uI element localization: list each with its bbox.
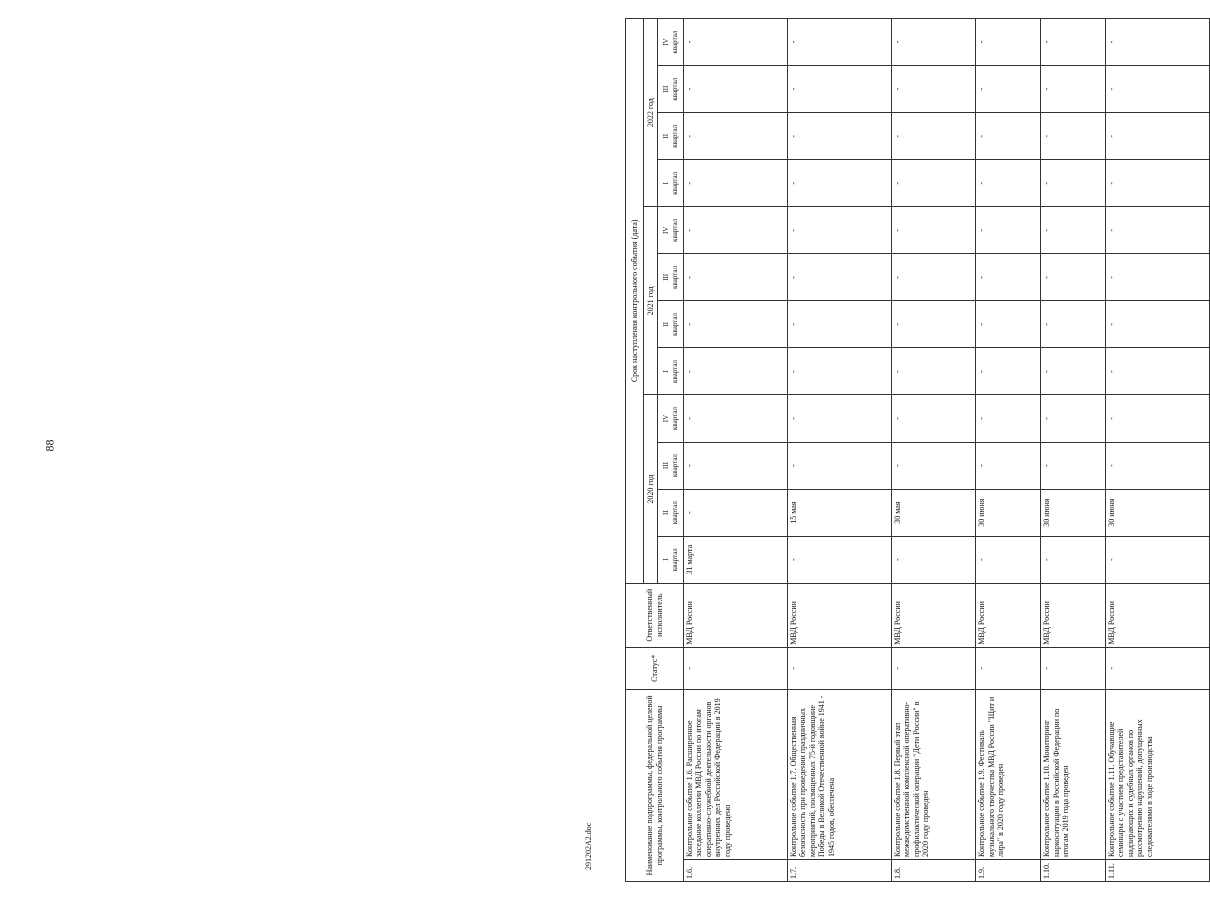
date-cell: - xyxy=(684,113,788,160)
date-cell: - xyxy=(976,395,1041,442)
header-executor: Ответственный исполнитель xyxy=(626,583,684,647)
quarter-word: квартал xyxy=(670,124,679,148)
status-cell: - xyxy=(976,647,1041,689)
date-cell: - xyxy=(976,207,1041,254)
quarter-numeral: II xyxy=(662,133,671,139)
date-cell: - xyxy=(1106,442,1210,489)
status-cell: - xyxy=(891,647,975,689)
table-row xyxy=(787,19,891,882)
date-cell: - xyxy=(1106,19,1210,66)
date-cell: - xyxy=(1106,395,1210,442)
date-cell: - xyxy=(1041,348,1106,395)
date-cell: - xyxy=(684,66,788,113)
quarter-word: квартал xyxy=(670,312,679,336)
event-name: Контрольное событие 1.9. Фестиваль музыкального творчества МВД России "Щит и лира" в 2020 году проведен xyxy=(976,689,1041,859)
date-cell: - xyxy=(787,113,891,160)
page-number: 88 xyxy=(42,439,57,452)
quarter-header xyxy=(658,207,684,254)
event-name: Контрольное событие 1.6. Расширенное заседание коллегии МВД России по итогам оперативно-служебной деятельности органов внутренних дел Российской Федерации в 2019 году проведено xyxy=(684,689,788,859)
date-cell: - xyxy=(1041,442,1106,489)
quarter-word: квартал xyxy=(670,265,679,289)
date-cell: - xyxy=(1106,207,1210,254)
status-cell: - xyxy=(787,647,891,689)
date-cell: - xyxy=(891,254,975,301)
quarter-numeral: III xyxy=(662,273,671,281)
table-row xyxy=(684,19,788,882)
date-cell: 31 марта xyxy=(684,536,788,583)
date-cell: - xyxy=(891,395,975,442)
date-cell: - xyxy=(1106,160,1210,207)
quarter-header xyxy=(658,348,684,395)
date-cell: - xyxy=(976,66,1041,113)
date-cell: - xyxy=(1106,254,1210,301)
date-cell: - xyxy=(976,254,1041,301)
date-cell: - xyxy=(1041,254,1106,301)
date-cell: - xyxy=(976,19,1041,66)
event-name: Контрольное событие 1.7. Общественная безопасность при проведении праздничных мероприятий, посвященных 75-й годовщине Победы в Великой Отечественной войне 1941 - 1945 годов, обеспечена xyxy=(787,689,891,859)
header-name: Наименование подпрограммы, федеральной целевой программы, контрольного события программы xyxy=(626,689,684,881)
date-cell: - xyxy=(1106,301,1210,348)
control-events-table xyxy=(625,18,1210,882)
status-cell: - xyxy=(1106,647,1210,689)
date-cell: - xyxy=(1041,160,1106,207)
row-number: 1.7. xyxy=(787,859,891,881)
table-row xyxy=(1106,19,1210,882)
date-cell: - xyxy=(684,442,788,489)
date-cell: - xyxy=(684,254,788,301)
date-cell: - xyxy=(684,348,788,395)
table-row xyxy=(891,19,975,882)
date-cell: - xyxy=(787,536,891,583)
date-cell: - xyxy=(1106,66,1210,113)
quarter-header xyxy=(658,536,684,583)
quarter-word: квартал xyxy=(670,501,679,525)
date-cell: - xyxy=(684,160,788,207)
date-cell: - xyxy=(787,442,891,489)
header-status: Статус* xyxy=(626,647,684,689)
date-cell: 30 мая xyxy=(891,489,975,536)
quarter-word: квартал xyxy=(670,454,679,478)
quarter-header xyxy=(658,113,684,160)
date-cell: 15 мая xyxy=(787,489,891,536)
quarter-word: квартал xyxy=(670,30,679,54)
date-cell: - xyxy=(891,207,975,254)
date-cell: - xyxy=(787,395,891,442)
date-cell: - xyxy=(1041,536,1106,583)
executor-cell: МВД России xyxy=(891,583,975,647)
status-cell: - xyxy=(684,647,788,689)
date-cell: - xyxy=(891,536,975,583)
date-cell: - xyxy=(1106,113,1210,160)
executor-cell: МВД России xyxy=(787,583,891,647)
table-row xyxy=(1041,19,1106,882)
date-cell: - xyxy=(976,442,1041,489)
quarter-word: квартал xyxy=(670,218,679,242)
date-cell: - xyxy=(787,207,891,254)
quarter-header xyxy=(658,489,684,536)
row-number: 1.11. xyxy=(1106,859,1210,881)
year-header: 2020 год xyxy=(644,395,658,583)
date-cell: - xyxy=(976,301,1041,348)
quarter-word: квартал xyxy=(670,407,679,430)
quarter-numeral: I xyxy=(662,182,671,185)
quarter-header xyxy=(658,19,684,66)
rotated-table-wrapper xyxy=(625,18,1210,882)
date-cell: - xyxy=(787,348,891,395)
date-cell: 30 июня xyxy=(1041,489,1106,536)
date-cell: - xyxy=(891,442,975,489)
date-cell: - xyxy=(891,301,975,348)
quarter-header xyxy=(658,395,684,442)
date-cell: - xyxy=(1041,395,1106,442)
date-cell: - xyxy=(1041,207,1106,254)
quarter-word: квартал xyxy=(670,171,679,195)
quarter-numeral: IV xyxy=(662,226,671,235)
quarter-word: квартал xyxy=(670,360,679,383)
year-header: 2021 год xyxy=(644,207,658,395)
date-cell: - xyxy=(787,254,891,301)
date-cell: - xyxy=(787,19,891,66)
date-cell: - xyxy=(684,207,788,254)
date-cell: - xyxy=(1106,536,1210,583)
quarter-numeral: I xyxy=(662,558,671,561)
executor-cell: МВД России xyxy=(684,583,788,647)
status-cell: - xyxy=(1041,647,1106,689)
quarter-header xyxy=(658,160,684,207)
row-number: 1.9. xyxy=(976,859,1041,881)
date-cell: - xyxy=(787,160,891,207)
quarter-numeral: IV xyxy=(662,414,671,423)
date-cell: - xyxy=(1041,113,1106,160)
quarter-header xyxy=(658,301,684,348)
date-cell: - xyxy=(787,66,891,113)
quarter-header xyxy=(658,442,684,489)
quarter-word: квартал xyxy=(670,548,679,572)
quarter-numeral: II xyxy=(662,322,671,327)
executor-cell: МВД России xyxy=(1041,583,1106,647)
executor-cell: МВД России xyxy=(976,583,1041,647)
date-cell: - xyxy=(891,19,975,66)
quarter-numeral: II xyxy=(662,510,671,515)
date-cell: - xyxy=(1041,66,1106,113)
date-cell: - xyxy=(891,160,975,207)
date-cell: - xyxy=(976,160,1041,207)
date-cell: - xyxy=(787,301,891,348)
event-name: Контрольное событие 1.8. Первый этап межведомственной комплексной оперативно-профилактической операции "Дети России" в 2020 году проведен xyxy=(891,689,975,859)
quarter-numeral: IV xyxy=(662,38,671,46)
date-cell: - xyxy=(684,301,788,348)
year-header: 2022 год xyxy=(644,19,658,207)
date-cell: - xyxy=(1041,301,1106,348)
date-cell: - xyxy=(891,66,975,113)
footer-filename: 291202А2.doc xyxy=(584,822,593,870)
date-cell: - xyxy=(976,536,1041,583)
date-cell: - xyxy=(891,113,975,160)
quarter-word: квартал xyxy=(670,77,679,101)
date-cell: - xyxy=(891,348,975,395)
quarter-numeral: III xyxy=(662,85,671,93)
date-cell: - xyxy=(1041,19,1106,66)
table-body xyxy=(684,19,1210,882)
date-cell: - xyxy=(684,19,788,66)
table-row xyxy=(976,19,1041,882)
event-name: Контрольное событие 1.11. Обучающие семинары с участием представителей надзирающих и судебных органов по рассмотрению нарушений, допущенных следователями в ходе производства xyxy=(1106,689,1210,859)
date-cell: - xyxy=(684,395,788,442)
date-cell: - xyxy=(1106,348,1210,395)
header-date: Срок наступления контрольного события (дата) xyxy=(626,19,644,584)
date-cell: 30 июня xyxy=(1106,489,1210,536)
row-number: 1.6. xyxy=(684,859,788,881)
date-cell: - xyxy=(684,489,788,536)
date-cell: 30 июня xyxy=(976,489,1041,536)
event-name: Контрольное событие 1.10. Мониторинг наркоситуации в Российской Федерации по итогам 2019 года проведен xyxy=(1041,689,1106,859)
date-cell: - xyxy=(976,113,1041,160)
quarter-header xyxy=(658,66,684,113)
quarter-numeral: III xyxy=(662,462,671,470)
quarter-header xyxy=(658,254,684,301)
quarter-numeral: I xyxy=(662,370,671,373)
date-cell: - xyxy=(976,348,1041,395)
row-number: 1.10. xyxy=(1041,859,1106,881)
executor-cell: МВД России xyxy=(1106,583,1210,647)
row-number: 1.8. xyxy=(891,859,975,881)
